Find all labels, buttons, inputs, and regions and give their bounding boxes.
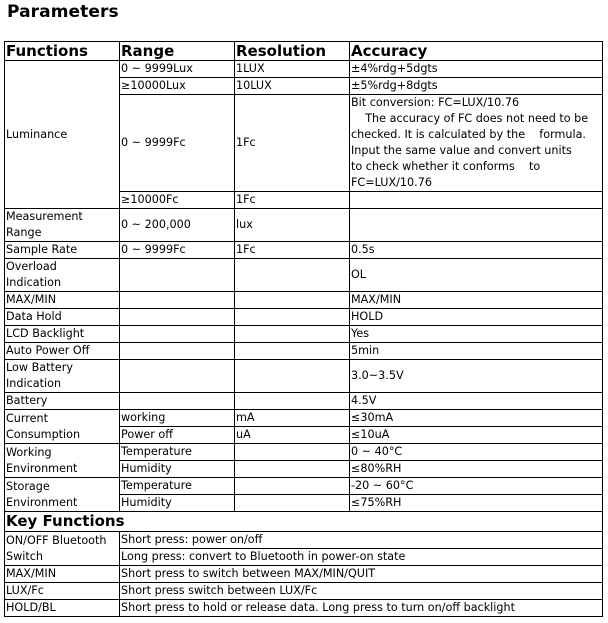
label-line: Environment (6, 495, 78, 509)
label-line: Working (6, 445, 52, 459)
table-row (5, 61, 603, 78)
cell-range: 0 ~ 9999Fc (120, 95, 235, 192)
cell-accuracy: 5min (350, 343, 603, 360)
cell-accuracy (350, 209, 603, 242)
cell-accuracy: Yes (350, 326, 603, 343)
note-line: to check whether it conforms to (351, 160, 541, 173)
header-range: Range (120, 42, 235, 61)
header-resolution: Resolution (235, 42, 350, 61)
cell-range (120, 360, 235, 393)
auto-power-off-label: Auto Power Off (5, 343, 120, 360)
cell-range: ≥10000Fc (120, 192, 235, 209)
table-row (5, 326, 603, 343)
cell-resolution (235, 259, 350, 292)
cell-resolution: 1Fc (235, 192, 350, 209)
label-line: ON/OFF Bluetooth (6, 533, 107, 547)
table-row (5, 242, 603, 259)
cell-range: Humidity (120, 495, 235, 512)
key-description: Long press: convert to Bluetooth in power-on state (120, 549, 603, 566)
table-row (5, 209, 603, 242)
cell-range: Humidity (120, 461, 235, 478)
data-hold-label: Data Hold (5, 309, 120, 326)
table-row (5, 583, 603, 600)
cell-accuracy: 0.5s (350, 242, 603, 259)
cell-resolution (235, 444, 350, 461)
cell-range: 0 ~ 9999Fc (120, 242, 235, 259)
cell-accuracy: ≤75%RH (350, 495, 603, 512)
cell-accuracy: MAX/MIN (350, 292, 603, 309)
maxmin-key-label: MAX/MIN (5, 566, 120, 583)
label-line: Low Battery (6, 361, 73, 374)
label-line: Storage (6, 479, 50, 493)
cell-accuracy: 3.0~3.5V (350, 360, 603, 393)
label-line: Consumption (6, 427, 81, 441)
parameters-table (4, 41, 603, 617)
table-row (5, 566, 603, 583)
cell-range (120, 292, 235, 309)
cell-range: 0 ~ 200,000 (120, 209, 235, 242)
lcd-backlight-label: LCD Backlight (5, 326, 120, 343)
cell-resolution (235, 478, 350, 495)
cell-accuracy (350, 192, 603, 209)
label-line: Measurement (6, 210, 83, 223)
cell-range: Power off (120, 427, 235, 444)
storage-environment-label (5, 478, 120, 512)
cell-accuracy: ≤30mA (350, 410, 603, 427)
cell-resolution (235, 495, 350, 512)
key-description: Short press to hold or release data. Long press to turn on/off backlight (120, 600, 603, 617)
note-line: Input the same value and convert units (351, 144, 572, 157)
key-functions-row (5, 512, 603, 532)
cell-resolution: 1LUX (235, 61, 350, 78)
table-row (5, 309, 603, 326)
cell-range: ≥10000Lux (120, 78, 235, 95)
cell-accuracy: -20 ~ 60°C (350, 478, 603, 495)
max-min-label: MAX/MIN (5, 292, 120, 309)
luminance-label: Luminance (5, 61, 120, 209)
key-description: Short press to switch between MAX/MIN/QUIT (120, 566, 603, 583)
cell-resolution: 1Fc (235, 95, 350, 192)
cell-resolution (235, 343, 350, 360)
cell-accuracy: 4.5V (350, 393, 603, 410)
label-line: Environment (6, 461, 78, 475)
cell-accuracy: ±5%rdg+8dgts (350, 78, 603, 95)
cell-resolution: 10LUX (235, 78, 350, 95)
table-row (5, 292, 603, 309)
holdbl-key-label: HOLD/BL (5, 600, 120, 617)
label-line: Range (6, 226, 42, 239)
key-functions-title: Key Functions (5, 512, 603, 532)
label-line: Overload (6, 260, 57, 273)
cell-resolution (235, 292, 350, 309)
cell-resolution (235, 393, 350, 410)
current-consumption-label (5, 410, 120, 444)
label-line: Indication (6, 377, 62, 390)
low-battery-label (5, 360, 120, 393)
cell-resolution (235, 326, 350, 343)
cell-resolution: mA (235, 410, 350, 427)
battery-label: Battery (5, 393, 120, 410)
cell-range (120, 393, 235, 410)
bluetooth-key-label (5, 532, 120, 566)
cell-range: 0 ~ 9999Lux (120, 61, 235, 78)
cell-resolution: uA (235, 427, 350, 444)
table-row (5, 393, 603, 410)
table-row (5, 259, 603, 292)
cell-accuracy: OL (350, 259, 603, 292)
cell-accuracy: ≤10uA (350, 427, 603, 444)
cell-range (120, 309, 235, 326)
label-line: Indication (6, 276, 62, 289)
cell-resolution (235, 461, 350, 478)
luxfc-key-label: LUX/Fc (5, 583, 120, 600)
table-row (5, 410, 603, 427)
note-line: checked. It is calculated by the formula. (351, 128, 586, 141)
key-description: Short press: power on/off (120, 532, 603, 549)
table-row (5, 600, 603, 617)
header-functions: Functions (5, 42, 120, 61)
label-line: Switch (6, 549, 43, 563)
fc-conversion-note (350, 95, 603, 192)
cell-accuracy: ≤80%RH (350, 461, 603, 478)
key-description: Short press switch between LUX/Fc (120, 583, 603, 600)
note-line: The accuracy of FC does not need to be (351, 112, 589, 125)
cell-range (120, 326, 235, 343)
overload-label (5, 259, 120, 292)
cell-range: Temperature (120, 478, 235, 495)
table-row (5, 478, 603, 495)
table-row (5, 360, 603, 393)
cell-resolution (235, 309, 350, 326)
cell-resolution (235, 360, 350, 393)
cell-resolution: 1Fc (235, 242, 350, 259)
label-line: Current (6, 411, 49, 425)
measurement-range-label (5, 209, 120, 242)
cell-accuracy: ±4%rdg+5dgts (350, 61, 603, 78)
cell-range (120, 259, 235, 292)
header-row (5, 42, 603, 61)
cell-range: working (120, 410, 235, 427)
cell-range: Temperature (120, 444, 235, 461)
header-accuracy: Accuracy (350, 42, 603, 61)
sample-rate-label: Sample Rate (5, 242, 120, 259)
table-row (5, 444, 603, 461)
page-title: Parameters (7, 2, 119, 22)
working-environment-label (5, 444, 120, 478)
cell-range (120, 343, 235, 360)
cell-accuracy: HOLD (350, 309, 603, 326)
cell-resolution: lux (235, 209, 350, 242)
table-row (5, 343, 603, 360)
note-line: FC=LUX/10.76 (351, 176, 432, 189)
note-line: Bit conversion: FC=LUX/10.76 (351, 96, 520, 109)
table-row (5, 532, 603, 549)
cell-accuracy: 0 ~ 40°C (350, 444, 603, 461)
